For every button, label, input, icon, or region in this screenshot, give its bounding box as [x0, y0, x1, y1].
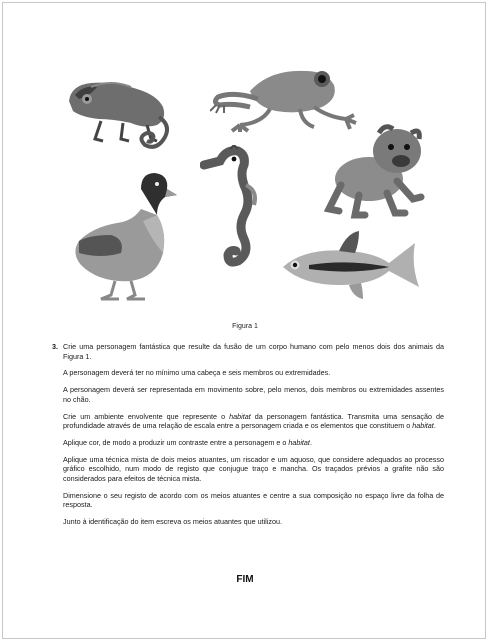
paragraph-1: Crie uma personagem fantástica que resulte da fusão de um corpo humano com pelo menos dois dos animais da Figura 1. — [63, 342, 444, 361]
paragraph-5: Aplique cor, de modo a produzir um contraste entre a personagem e o habitat. — [63, 437, 312, 447]
question-number: 3. — [52, 342, 58, 351]
paragraph-6: Aplique uma técnica mista de dois meios atuantes, um riscador e um aquoso, que considere adequados ao processo gráfico escolhido, num modo de registo que conjugue traço e mancha. Os traçados prévios a grafite não são considerados para efeitos de técnica mista. — [63, 454, 444, 483]
duck-image — [71, 169, 177, 303]
chameleon-image — [61, 73, 181, 159]
paragraph-3: A personagem deverá ser representada em movimento sobre, pelo menos, dois membros ou extremidades assentes no chão. — [63, 385, 444, 404]
paragraph-7: Dimensione o seu registo de acordo com os meios atuantes e centre a sua composição no espaço livre da folha de resposta. — [63, 490, 444, 510]
exam-page — [2, 2, 486, 639]
bulldog-image — [319, 123, 435, 219]
paragraph-4: Crie um ambiente envolvente que represente o habitat da personagem fantástica. Transmita uma sensação de profundidade através de uma relação de escala entre a personagem criada e os elementos que constituem o habitat. — [63, 411, 444, 431]
paragraph-2: A personagem deverá ter no mínimo uma cabeça e seis membros ou extremidades. — [63, 368, 331, 378]
seahorse-image — [200, 145, 262, 269]
figure-caption: Figura 1 — [232, 323, 258, 330]
fish-image — [279, 229, 423, 301]
end-marker: FIM — [236, 574, 254, 585]
figure-1 — [3, 3, 487, 333]
question-block — [52, 342, 444, 534]
paragraph-8: Junto à identificação do item escreva os meios atuantes que utilizou. — [63, 517, 282, 527]
